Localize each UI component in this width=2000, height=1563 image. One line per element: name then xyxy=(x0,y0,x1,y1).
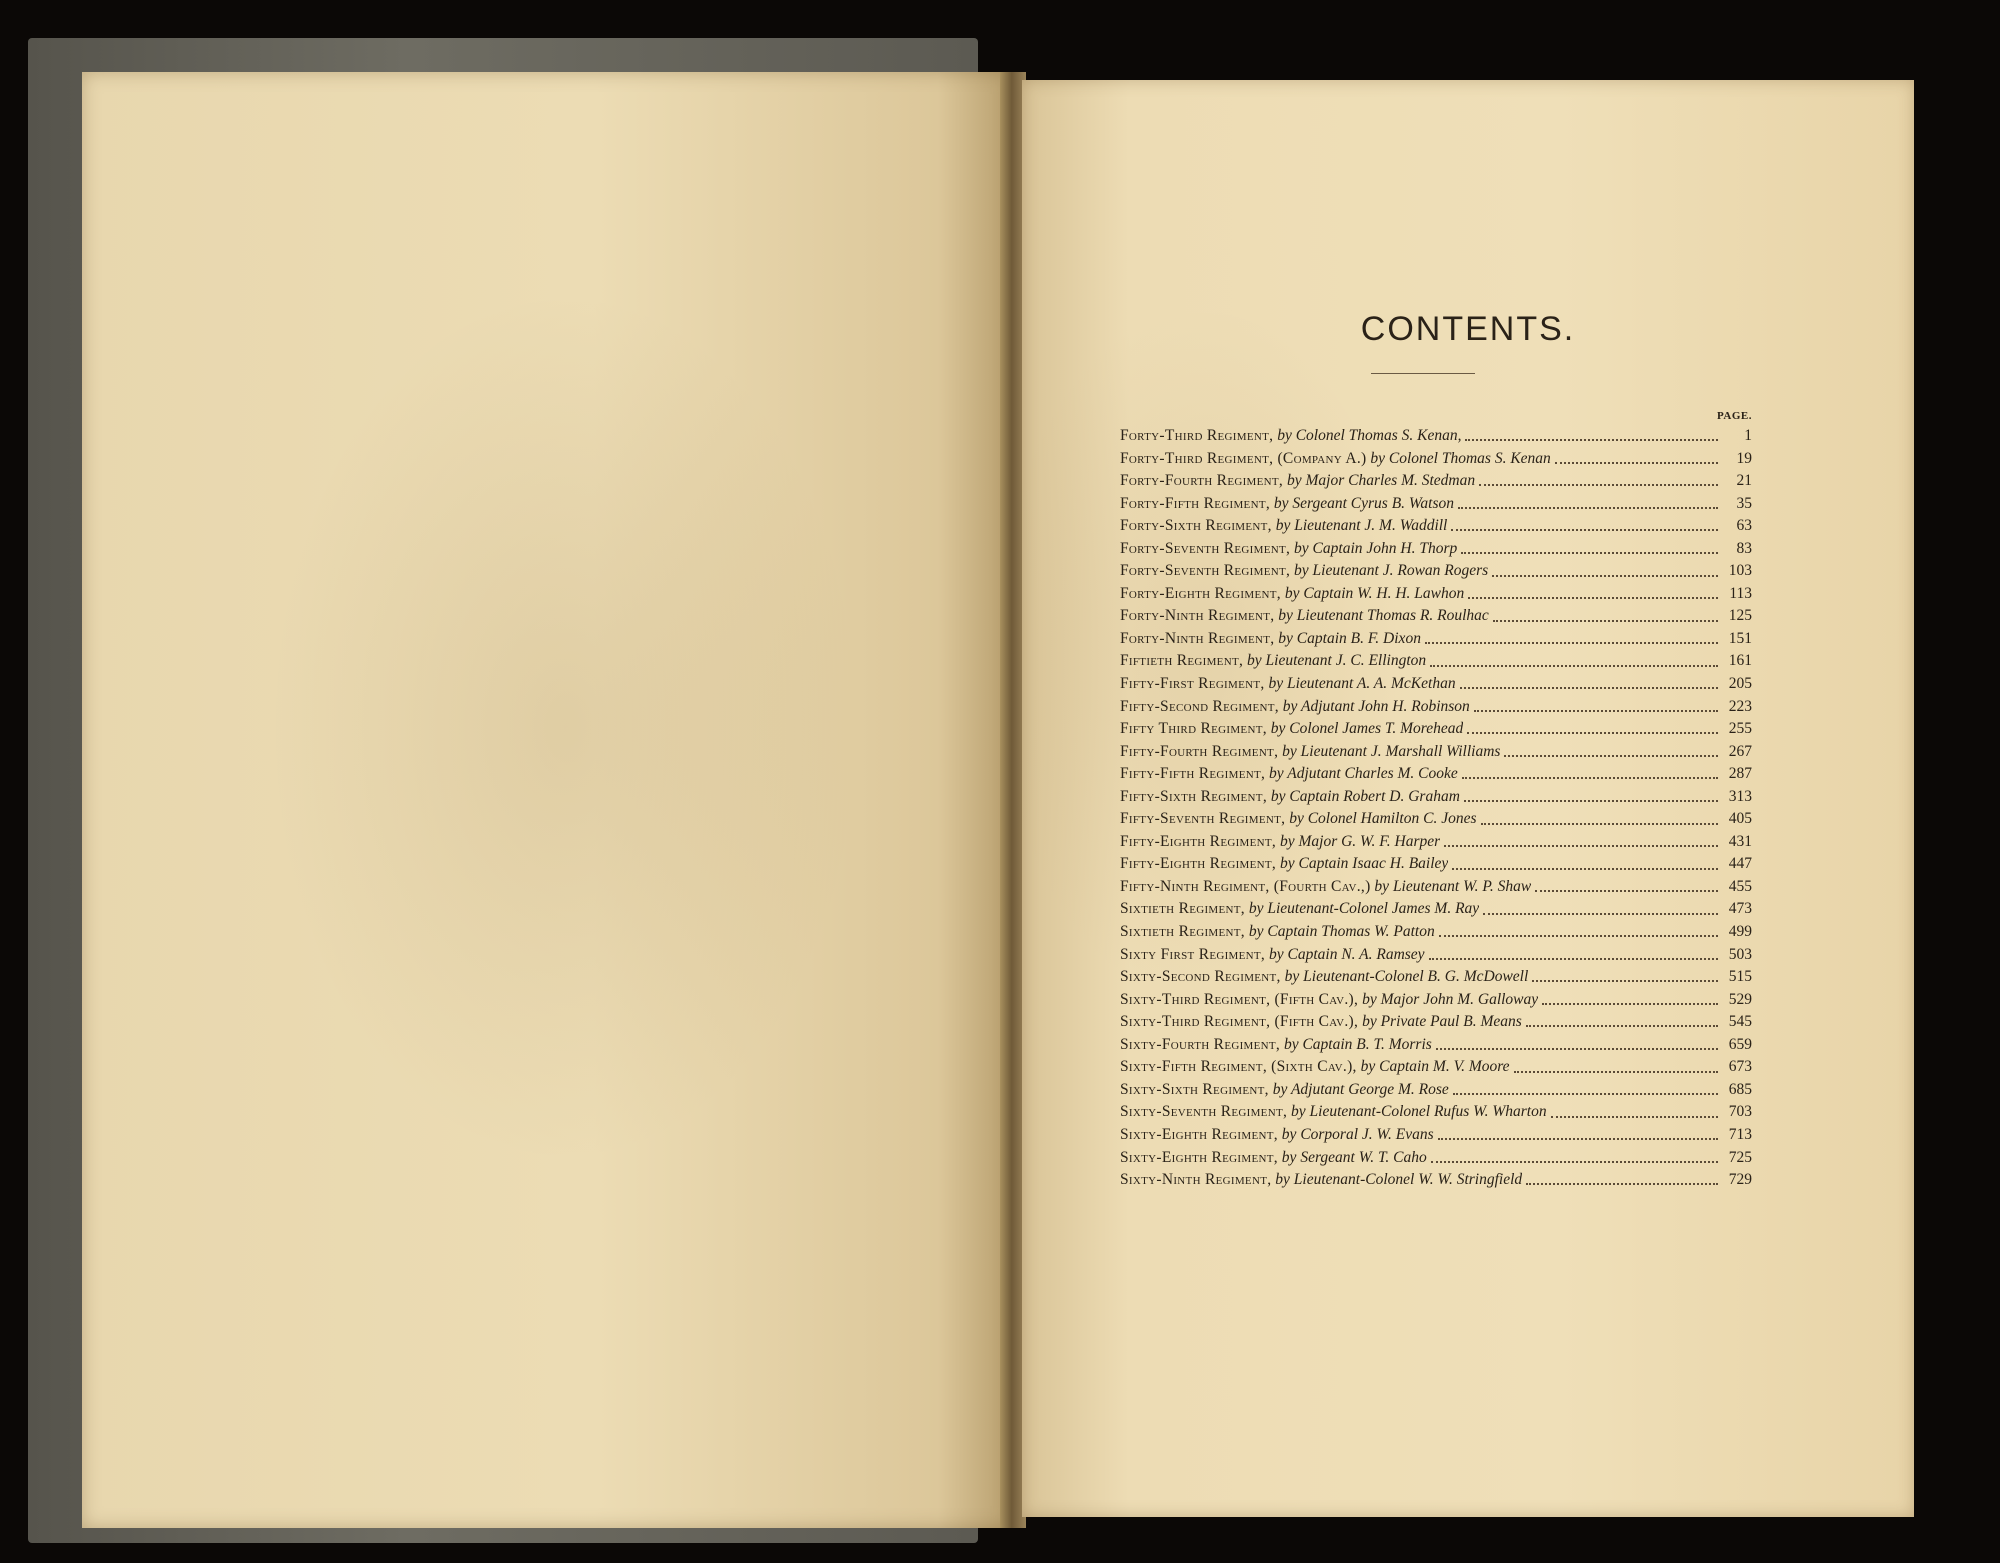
toc-entry xyxy=(1120,560,1752,583)
page-number: 83 xyxy=(1736,539,1752,557)
regiment-name: Sixtieth Regiment, xyxy=(1120,923,1245,941)
regiment-name: Sixty-Fourth Regiment, xyxy=(1120,1035,1281,1053)
toc-entry-text xyxy=(1120,1079,1449,1102)
by-word: by xyxy=(1274,629,1297,647)
toc-entry xyxy=(1120,876,1752,899)
page-number: 405 xyxy=(1728,810,1752,828)
toc-entry xyxy=(1120,1056,1752,1079)
author-name: Lieutenant J. C. Ellington xyxy=(1265,652,1427,670)
page-number: 103 xyxy=(1728,562,1752,580)
toc-entry xyxy=(1120,425,1752,448)
page-number: 455 xyxy=(1728,877,1752,895)
page-number: 223 xyxy=(1728,697,1752,715)
contents-page xyxy=(1022,80,1914,1517)
author-name: Captain Robert D. Graham xyxy=(1289,787,1460,805)
toc-entry-text xyxy=(1120,583,1464,606)
toc-entry-text xyxy=(1120,921,1435,944)
regiment-name: Forty-Seventh Regiment, xyxy=(1120,539,1291,557)
page-number: 729 xyxy=(1728,1171,1752,1189)
toc-entry-text xyxy=(1120,853,1448,876)
toc-entry-text xyxy=(1120,650,1426,673)
page-number: 63 xyxy=(1736,517,1752,535)
by-word: by xyxy=(1266,720,1290,738)
dot-leader xyxy=(1436,1040,1718,1050)
regiment-name: Forty-Eighth Regiment, xyxy=(1120,584,1281,602)
by-word: by xyxy=(1277,1125,1301,1143)
dot-leader xyxy=(1479,476,1718,486)
toc-entry xyxy=(1120,1147,1752,1170)
page-number: 659 xyxy=(1728,1035,1752,1053)
page-number: 113 xyxy=(1729,584,1752,602)
author-name: Lieutenant A. A. McKethan xyxy=(1286,675,1456,693)
page-number: 447 xyxy=(1728,855,1752,873)
author-name: Colonel Hamilton C. Jones xyxy=(1307,810,1477,828)
toc-entry xyxy=(1120,1011,1752,1034)
toc-entry xyxy=(1120,718,1752,741)
page-number: 125 xyxy=(1728,607,1752,625)
toc-entry xyxy=(1120,1169,1752,1192)
toc-entry-text xyxy=(1120,1056,1510,1079)
author-name: Captain N. A. Ramsey xyxy=(1287,945,1425,963)
dot-leader xyxy=(1526,1175,1718,1185)
dot-leader xyxy=(1464,792,1718,802)
by-word: by xyxy=(1370,877,1393,895)
page-column-header: PAGE. xyxy=(1717,410,1752,422)
regiment-name: Fifty Third Regiment, xyxy=(1120,720,1267,738)
regiment-name: Fifty-First Regiment, xyxy=(1120,675,1265,693)
toc-entry xyxy=(1120,989,1752,1012)
toc-entry-text xyxy=(1120,1101,1547,1124)
dot-leader xyxy=(1555,454,1718,464)
toc-entry-text xyxy=(1120,898,1479,921)
by-word: by xyxy=(1264,675,1287,693)
page-number: 685 xyxy=(1728,1080,1752,1098)
left-blank-page xyxy=(82,72,1012,1528)
dot-leader xyxy=(1551,1108,1718,1118)
regiment-name: Forty-Fifth Regiment, xyxy=(1120,494,1271,512)
dot-leader xyxy=(1425,634,1718,644)
toc-entry-text xyxy=(1120,673,1456,696)
toc-entry xyxy=(1120,583,1752,606)
toc-entry-text xyxy=(1120,560,1488,583)
by-word: by xyxy=(1290,562,1313,580)
author-name: Lieutenant-Colonel Rufus W. Wharton xyxy=(1309,1103,1547,1121)
dot-leader xyxy=(1465,431,1718,441)
by-word: by xyxy=(1243,652,1266,670)
page-number: 255 xyxy=(1728,720,1752,738)
toc-entry-text xyxy=(1120,628,1421,651)
toc-entry xyxy=(1120,1079,1752,1102)
by-word: by xyxy=(1278,742,1301,760)
page-number: 21 xyxy=(1736,472,1752,490)
author-name: Private Paul B. Means xyxy=(1380,1013,1522,1031)
regiment-name: Sixty-Eighth Regiment, xyxy=(1120,1125,1278,1143)
dot-leader xyxy=(1483,905,1718,915)
author-name: Captain W. H. H. Lawhon xyxy=(1303,584,1465,602)
toc-entry-text xyxy=(1120,448,1551,471)
author-name: Colonel Thomas S. Kenan xyxy=(1388,449,1551,467)
author-name: Lieutenant J. Marshall Williams xyxy=(1300,742,1501,760)
by-word: by xyxy=(1283,472,1306,490)
author-name: Adjutant Charles M. Cooke xyxy=(1287,765,1458,783)
toc-entry xyxy=(1120,763,1752,786)
by-word: by xyxy=(1278,697,1302,715)
author-name: Lieutenant-Colonel B. G. McDowell xyxy=(1303,968,1529,986)
toc-entry-text xyxy=(1120,515,1447,538)
author-name: Captain John H. Thorp xyxy=(1312,539,1458,557)
toc-entry-text xyxy=(1120,1124,1434,1147)
dot-leader xyxy=(1474,702,1718,712)
regiment-name: Forty-Ninth Regiment, xyxy=(1120,607,1275,625)
by-word: by xyxy=(1267,787,1290,805)
toc-entry xyxy=(1120,628,1752,651)
by-word: by xyxy=(1366,449,1389,467)
toc-entry-text xyxy=(1120,808,1477,831)
toc-entry-text xyxy=(1120,425,1461,448)
by-word: by xyxy=(1244,923,1268,941)
toc-entry-text xyxy=(1120,831,1440,854)
author-name: Lieutenant J. M. Waddill xyxy=(1294,517,1448,535)
regiment-name: Sixty-Ninth Regiment, xyxy=(1120,1171,1272,1189)
author-name: Major Charles M. Stedman xyxy=(1305,472,1476,490)
page-title: CONTENTS. xyxy=(1360,310,1576,348)
regiment-name: Sixty-Third Regiment, (Fifth Cav.), xyxy=(1120,990,1359,1008)
by-word: by xyxy=(1358,1013,1381,1031)
page-number: 151 xyxy=(1728,629,1752,647)
toc-entry xyxy=(1120,605,1752,628)
toc-entry-text xyxy=(1120,1147,1427,1170)
dot-leader xyxy=(1461,544,1718,554)
by-word: by xyxy=(1276,855,1299,873)
regiment-name: Forty-Fourth Regiment, xyxy=(1120,472,1284,490)
by-word: by xyxy=(1271,517,1295,535)
page-number: 35 xyxy=(1736,494,1752,512)
dot-leader xyxy=(1532,972,1718,982)
regiment-name: Sixtieth Regiment, xyxy=(1120,900,1245,918)
author-name: Colonel Thomas S. Kenan, xyxy=(1295,427,1462,444)
toc-entry xyxy=(1120,808,1752,831)
author-name: Lieutenant Thomas R. Roulhac xyxy=(1296,607,1489,625)
author-name: Major John M. Galloway xyxy=(1380,990,1539,1008)
page-number: 473 xyxy=(1728,900,1752,918)
regiment-name: Fifty-Second Regiment, xyxy=(1120,697,1279,715)
page-number: 431 xyxy=(1728,832,1752,850)
toc-entry-text xyxy=(1120,696,1470,719)
regiment-name: Fifty-Eighth Regiment, xyxy=(1120,832,1277,850)
regiment-name: Forty-Third Regiment, (Company A.) xyxy=(1120,449,1367,467)
toc-entry-text xyxy=(1120,763,1458,786)
toc-entry xyxy=(1120,853,1752,876)
by-word: by xyxy=(1280,968,1304,986)
author-name: Captain Isaac H. Bailey xyxy=(1298,855,1449,873)
page-number: 713 xyxy=(1728,1125,1752,1143)
regiment-name: Fifty-Eighth Regiment, xyxy=(1120,855,1277,873)
dot-leader xyxy=(1452,860,1718,870)
dot-leader xyxy=(1438,1130,1718,1140)
toc-entry-text xyxy=(1120,966,1528,989)
dot-leader xyxy=(1431,1153,1718,1163)
page-number: 287 xyxy=(1728,765,1752,783)
toc-entry xyxy=(1120,493,1752,516)
regiment-name: Forty-Sixth Regiment, xyxy=(1120,517,1272,535)
author-name: Lieutenant J. Rowan Rogers xyxy=(1312,562,1489,580)
dot-leader xyxy=(1444,837,1718,847)
page-number: 205 xyxy=(1728,675,1752,693)
regiment-name: Sixty-Sixth Regiment, xyxy=(1120,1080,1269,1098)
regiment-name: Sixty-Second Regiment, xyxy=(1120,968,1281,986)
author-name: Sergeant Cyrus B. Watson xyxy=(1292,494,1455,512)
author-name: Adjutant John H. Robinson xyxy=(1301,697,1470,715)
toc-entry-text xyxy=(1120,989,1538,1012)
toc-entry xyxy=(1120,898,1752,921)
dot-leader xyxy=(1468,589,1718,599)
author-name: Captain B. F. Dixon xyxy=(1296,629,1421,647)
regiment-name: Forty-Ninth Regiment, xyxy=(1120,629,1275,647)
dot-leader xyxy=(1504,747,1718,757)
dot-leader xyxy=(1429,950,1718,960)
title-divider xyxy=(1371,373,1475,374)
toc-entry xyxy=(1120,1101,1752,1124)
toc-entry xyxy=(1120,1124,1752,1147)
page-number: 515 xyxy=(1728,968,1752,986)
regiment-name: Sixty First Regiment, xyxy=(1120,945,1266,963)
author-name: Lieutenant-Colonel W. W. Stringfield xyxy=(1293,1171,1523,1189)
toc-entry xyxy=(1120,515,1752,538)
by-word: by xyxy=(1276,832,1299,850)
regiment-name: Sixty-Fifth Regiment, (Sixth Cav.), xyxy=(1120,1058,1357,1076)
toc-entry-text xyxy=(1120,718,1463,741)
toc-entry xyxy=(1120,921,1752,944)
dot-leader xyxy=(1526,1017,1718,1027)
regiment-name: Forty-Seventh Regiment, xyxy=(1120,562,1291,580)
by-word: by xyxy=(1270,494,1293,512)
page-number: 673 xyxy=(1728,1058,1752,1076)
regiment-name: Fifty-Fourth Regiment, xyxy=(1120,742,1279,760)
by-word: by xyxy=(1268,1080,1291,1098)
by-word: by xyxy=(1285,810,1308,828)
by-word: by xyxy=(1273,427,1296,444)
dot-leader xyxy=(1535,882,1718,892)
toc-entry-text xyxy=(1120,1011,1522,1034)
toc-entry xyxy=(1120,1034,1752,1057)
by-word: by xyxy=(1290,539,1313,557)
by-word: by xyxy=(1274,607,1297,625)
page-number: 503 xyxy=(1728,945,1752,963)
page-number: 703 xyxy=(1728,1103,1752,1121)
page-number: 545 xyxy=(1728,1013,1752,1031)
dot-leader xyxy=(1439,927,1718,937)
regiment-name: Sixty-Eighth Regiment, xyxy=(1120,1148,1278,1166)
toc-entry-text xyxy=(1120,538,1457,561)
regiment-name: Forty-Third Regiment, xyxy=(1120,427,1274,444)
toc-entry xyxy=(1120,650,1752,673)
by-word: by xyxy=(1271,1171,1294,1189)
dot-leader xyxy=(1460,679,1718,689)
by-word: by xyxy=(1265,765,1288,783)
author-name: Corporal J. W. Evans xyxy=(1300,1125,1434,1143)
page-number: 19 xyxy=(1736,449,1752,467)
dot-leader xyxy=(1481,815,1719,825)
author-name: Adjutant George M. Rose xyxy=(1290,1080,1449,1098)
dot-leader xyxy=(1458,499,1718,509)
toc-entry-text xyxy=(1120,741,1500,764)
regiment-name: Sixty-Seventh Regiment, xyxy=(1120,1103,1288,1121)
by-word: by xyxy=(1280,1035,1303,1053)
by-word: by xyxy=(1287,1103,1310,1121)
by-word: by xyxy=(1277,1148,1301,1166)
toc-entry-text xyxy=(1120,605,1489,628)
page-number: 499 xyxy=(1728,923,1752,941)
toc-entry-text xyxy=(1120,786,1460,809)
toc-entry-text xyxy=(1120,470,1475,493)
dot-leader xyxy=(1542,995,1718,1005)
page-number: 529 xyxy=(1728,990,1752,1008)
by-word: by xyxy=(1358,990,1381,1008)
regiment-name: Fifty-Sixth Regiment, xyxy=(1120,787,1267,805)
dot-leader xyxy=(1492,567,1718,577)
regiment-name: Fiftieth Regiment, xyxy=(1120,652,1244,670)
by-word: by xyxy=(1244,900,1268,918)
author-name: Captain M. V. Moore xyxy=(1379,1058,1510,1076)
author-name: Lieutenant-Colonel James M. Ray xyxy=(1267,900,1480,918)
toc-entry-text xyxy=(1120,944,1425,967)
toc-entry-text xyxy=(1120,1169,1522,1192)
regiment-name: Fifty-Seventh Regiment, xyxy=(1120,810,1286,828)
author-name: Captain Thomas W. Patton xyxy=(1267,923,1435,941)
toc-entry xyxy=(1120,786,1752,809)
regiment-name: Fifty-Fifth Regiment, xyxy=(1120,765,1266,783)
toc-entry xyxy=(1120,448,1752,471)
page-number: 1 xyxy=(1744,427,1752,444)
dot-leader xyxy=(1467,724,1718,734)
toc-entry xyxy=(1120,696,1752,719)
page-number: 161 xyxy=(1728,652,1752,670)
author-name: Major G. W. F. Harper xyxy=(1298,832,1441,850)
page-number: 267 xyxy=(1728,742,1752,760)
toc-entry xyxy=(1120,470,1752,493)
author-name: Sergeant W. T. Caho xyxy=(1300,1148,1427,1166)
toc-entry xyxy=(1120,741,1752,764)
dot-leader xyxy=(1453,1085,1718,1095)
by-word: by xyxy=(1356,1058,1380,1076)
dot-leader xyxy=(1462,769,1718,779)
toc-entry xyxy=(1120,831,1752,854)
dot-leader xyxy=(1451,521,1718,531)
regiment-name: Fifty-Ninth Regiment, (Fourth Cav.,) xyxy=(1120,877,1371,895)
page-number: 725 xyxy=(1728,1148,1752,1166)
by-word: by xyxy=(1265,945,1288,963)
toc-entry xyxy=(1120,966,1752,989)
toc-entry-text xyxy=(1120,876,1531,899)
dot-leader xyxy=(1430,657,1718,667)
page-number: 313 xyxy=(1728,787,1752,805)
by-word: by xyxy=(1280,584,1304,602)
dot-leader xyxy=(1493,612,1718,622)
table-of-contents xyxy=(1120,425,1752,1192)
toc-entry-text xyxy=(1120,1034,1432,1057)
toc-entry-text xyxy=(1120,493,1454,516)
author-name: Lieutenant W. P. Shaw xyxy=(1392,877,1532,895)
toc-entry xyxy=(1120,673,1752,696)
dot-leader xyxy=(1514,1063,1718,1073)
author-name: Colonel James T. Morehead xyxy=(1289,720,1464,738)
toc-entry xyxy=(1120,538,1752,561)
author-name: Captain B. T. Morris xyxy=(1302,1035,1432,1053)
regiment-name: Sixty-Third Regiment, (Fifth Cav.), xyxy=(1120,1013,1359,1031)
toc-entry xyxy=(1120,944,1752,967)
